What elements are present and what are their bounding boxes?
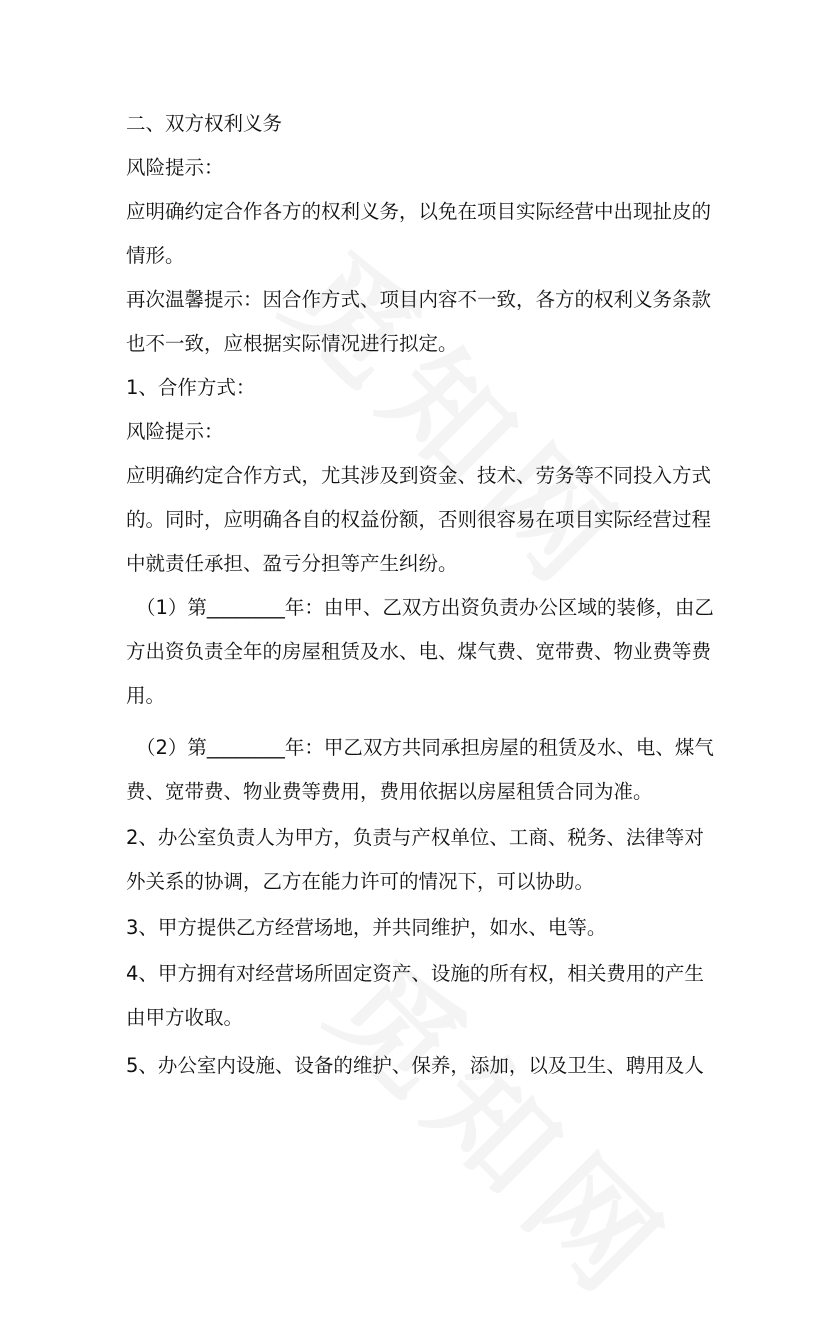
clause-line: 费、宽带费、物业费等费用，费用依据以房屋租赁合同为准。 xyxy=(126,780,653,803)
clause-line: 3、甲方提供乙方经营场地，并共同维护，如水、电等。 xyxy=(126,916,607,939)
clause-line: 由甲方收取。 xyxy=(126,1006,244,1029)
subsection-heading: 1、合作方式： xyxy=(126,376,256,399)
section-heading: 二、双方权利义务 xyxy=(126,112,283,135)
clause-line: （1）第________年：由甲、乙双方出资负责办公区域的装修，由乙 xyxy=(136,596,714,619)
paragraph-line: 应明确约定合作各方的权利义务，以免在项目实际经营中出现扯皮的 xyxy=(126,200,712,223)
clause-line: 方出资负责全年的房屋租赁及水、电、煤气费、宽带费、物业费等费 xyxy=(126,640,712,663)
paragraph-line: 的。同时，应明确各自的权益份额，否则很容易在项目实际经营过程 xyxy=(126,508,712,531)
risk-note-label: 风险提示： xyxy=(126,420,224,443)
clause-line: 4、甲方拥有对经营场所固定资产、设施的所有权，相关费用的产生 xyxy=(126,962,704,985)
paragraph-line: 应明确约定合作方式，尤其涉及到资金、技术、劳务等不同投入方式 xyxy=(126,464,712,487)
paragraph-line: 中就责任承担、盈亏分担等产生纠纷。 xyxy=(126,552,458,575)
clause-line: （2）第________年：甲乙双方共同承担房屋的租赁及水、电、煤气 xyxy=(136,736,714,759)
clause-line: 2、办公室负责人为甲方，负责与产权单位、工商、税务、法律等对 xyxy=(126,826,704,849)
clause-line: 用。 xyxy=(126,684,166,707)
clause-line: 5、办公室内设施、设备的维护、保养，添加，以及卫生、聘用及人 xyxy=(126,1054,704,1077)
paragraph-line: 情形。 xyxy=(126,244,185,267)
document-body xyxy=(126,102,721,1088)
paragraph-line: 也不一致，应根据实际情况进行拟定。 xyxy=(126,332,458,355)
paragraph-line: 再次温馨提示：因合作方式、项目内容不一致，各方的权利义务条款 xyxy=(126,288,712,311)
risk-note-label: 风险提示： xyxy=(126,156,224,179)
clause-line: 外关系的协调，乙方在能力许可的情况下，可以协助。 xyxy=(126,870,595,893)
